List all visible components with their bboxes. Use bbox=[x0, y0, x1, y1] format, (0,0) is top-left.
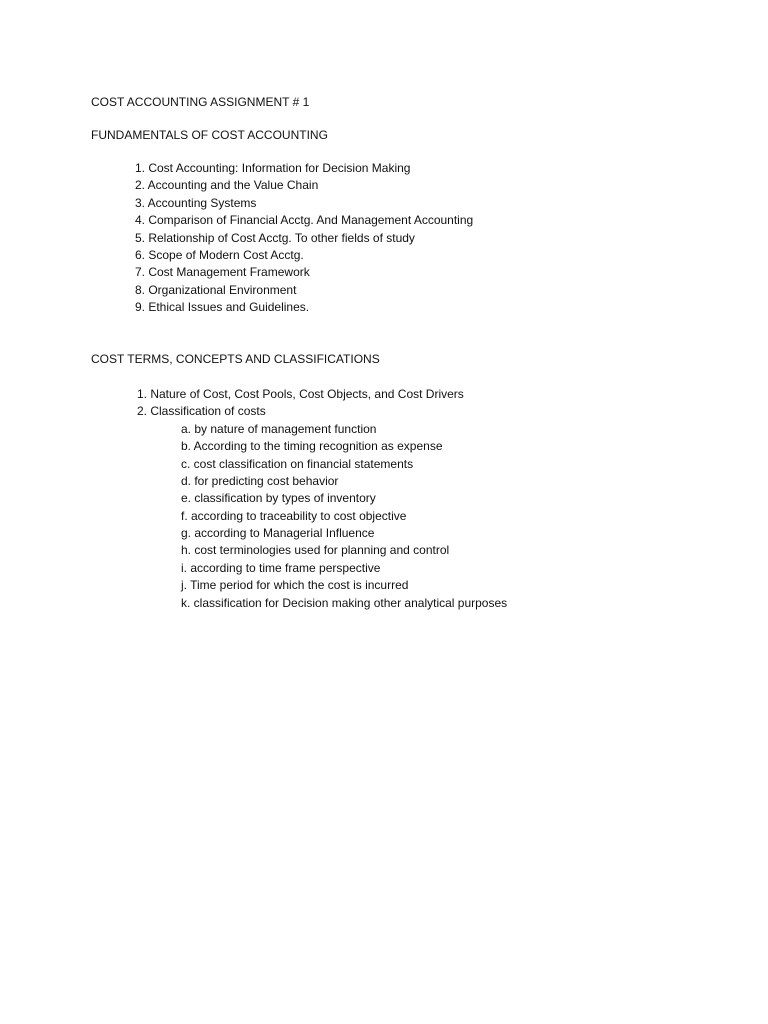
sub-list-item: i. according to time frame perspective bbox=[181, 561, 381, 575]
list-item: 9. Ethical Issues and Guidelines. bbox=[135, 300, 310, 314]
list-item: 7. Cost Management Framework bbox=[135, 265, 310, 279]
sub-list-item: h. cost terminologies used for planning and control bbox=[181, 543, 450, 557]
list-item: 1. Nature of Cost, Cost Pools, Cost Objects, and Cost Drivers bbox=[137, 387, 464, 401]
list-item: 4. Comparison of Financial Acctg. And Management Accounting bbox=[135, 213, 474, 227]
sub-list-item: d. for predicting cost behavior bbox=[181, 474, 339, 488]
list-item: 5. Relationship of Cost Acctg. To other fields of study bbox=[135, 231, 415, 245]
sub-list-item: g. according to Managerial Influence bbox=[181, 526, 375, 540]
list-item: 8. Organizational Environment bbox=[135, 283, 297, 297]
sub-list-item: f. according to traceability to cost objective bbox=[181, 509, 407, 523]
sub-list-item: e. classification by types of inventory bbox=[181, 491, 376, 505]
sub-list-item: j. Time period for which the cost is incurred bbox=[181, 578, 409, 592]
list-item: 1. Cost Accounting: Information for Decision Making bbox=[135, 161, 411, 175]
list-item: 6. Scope of Modern Cost Acctg. bbox=[135, 248, 304, 262]
sub-list-item: b. According to the timing recognition as expense bbox=[181, 439, 443, 453]
list-item: 2. Accounting and the Value Chain bbox=[135, 178, 319, 192]
sub-list-item: c. cost classification on financial statements bbox=[181, 457, 414, 471]
section-heading-cost-terms: COST TERMS, CONCEPTS AND CLASSIFICATIONS bbox=[91, 352, 380, 366]
list-item: 2. Classification of costs bbox=[137, 404, 266, 418]
document-title: COST ACCOUNTING ASSIGNMENT # 1 bbox=[91, 95, 310, 109]
section-heading-fundamentals: FUNDAMENTALS OF COST ACCOUNTING bbox=[91, 128, 328, 142]
sub-list-item: a. by nature of management function bbox=[181, 422, 377, 436]
list-item: 3. Accounting Systems bbox=[135, 196, 257, 210]
sub-list-item: k. classification for Decision making other analytical purposes bbox=[181, 596, 508, 610]
